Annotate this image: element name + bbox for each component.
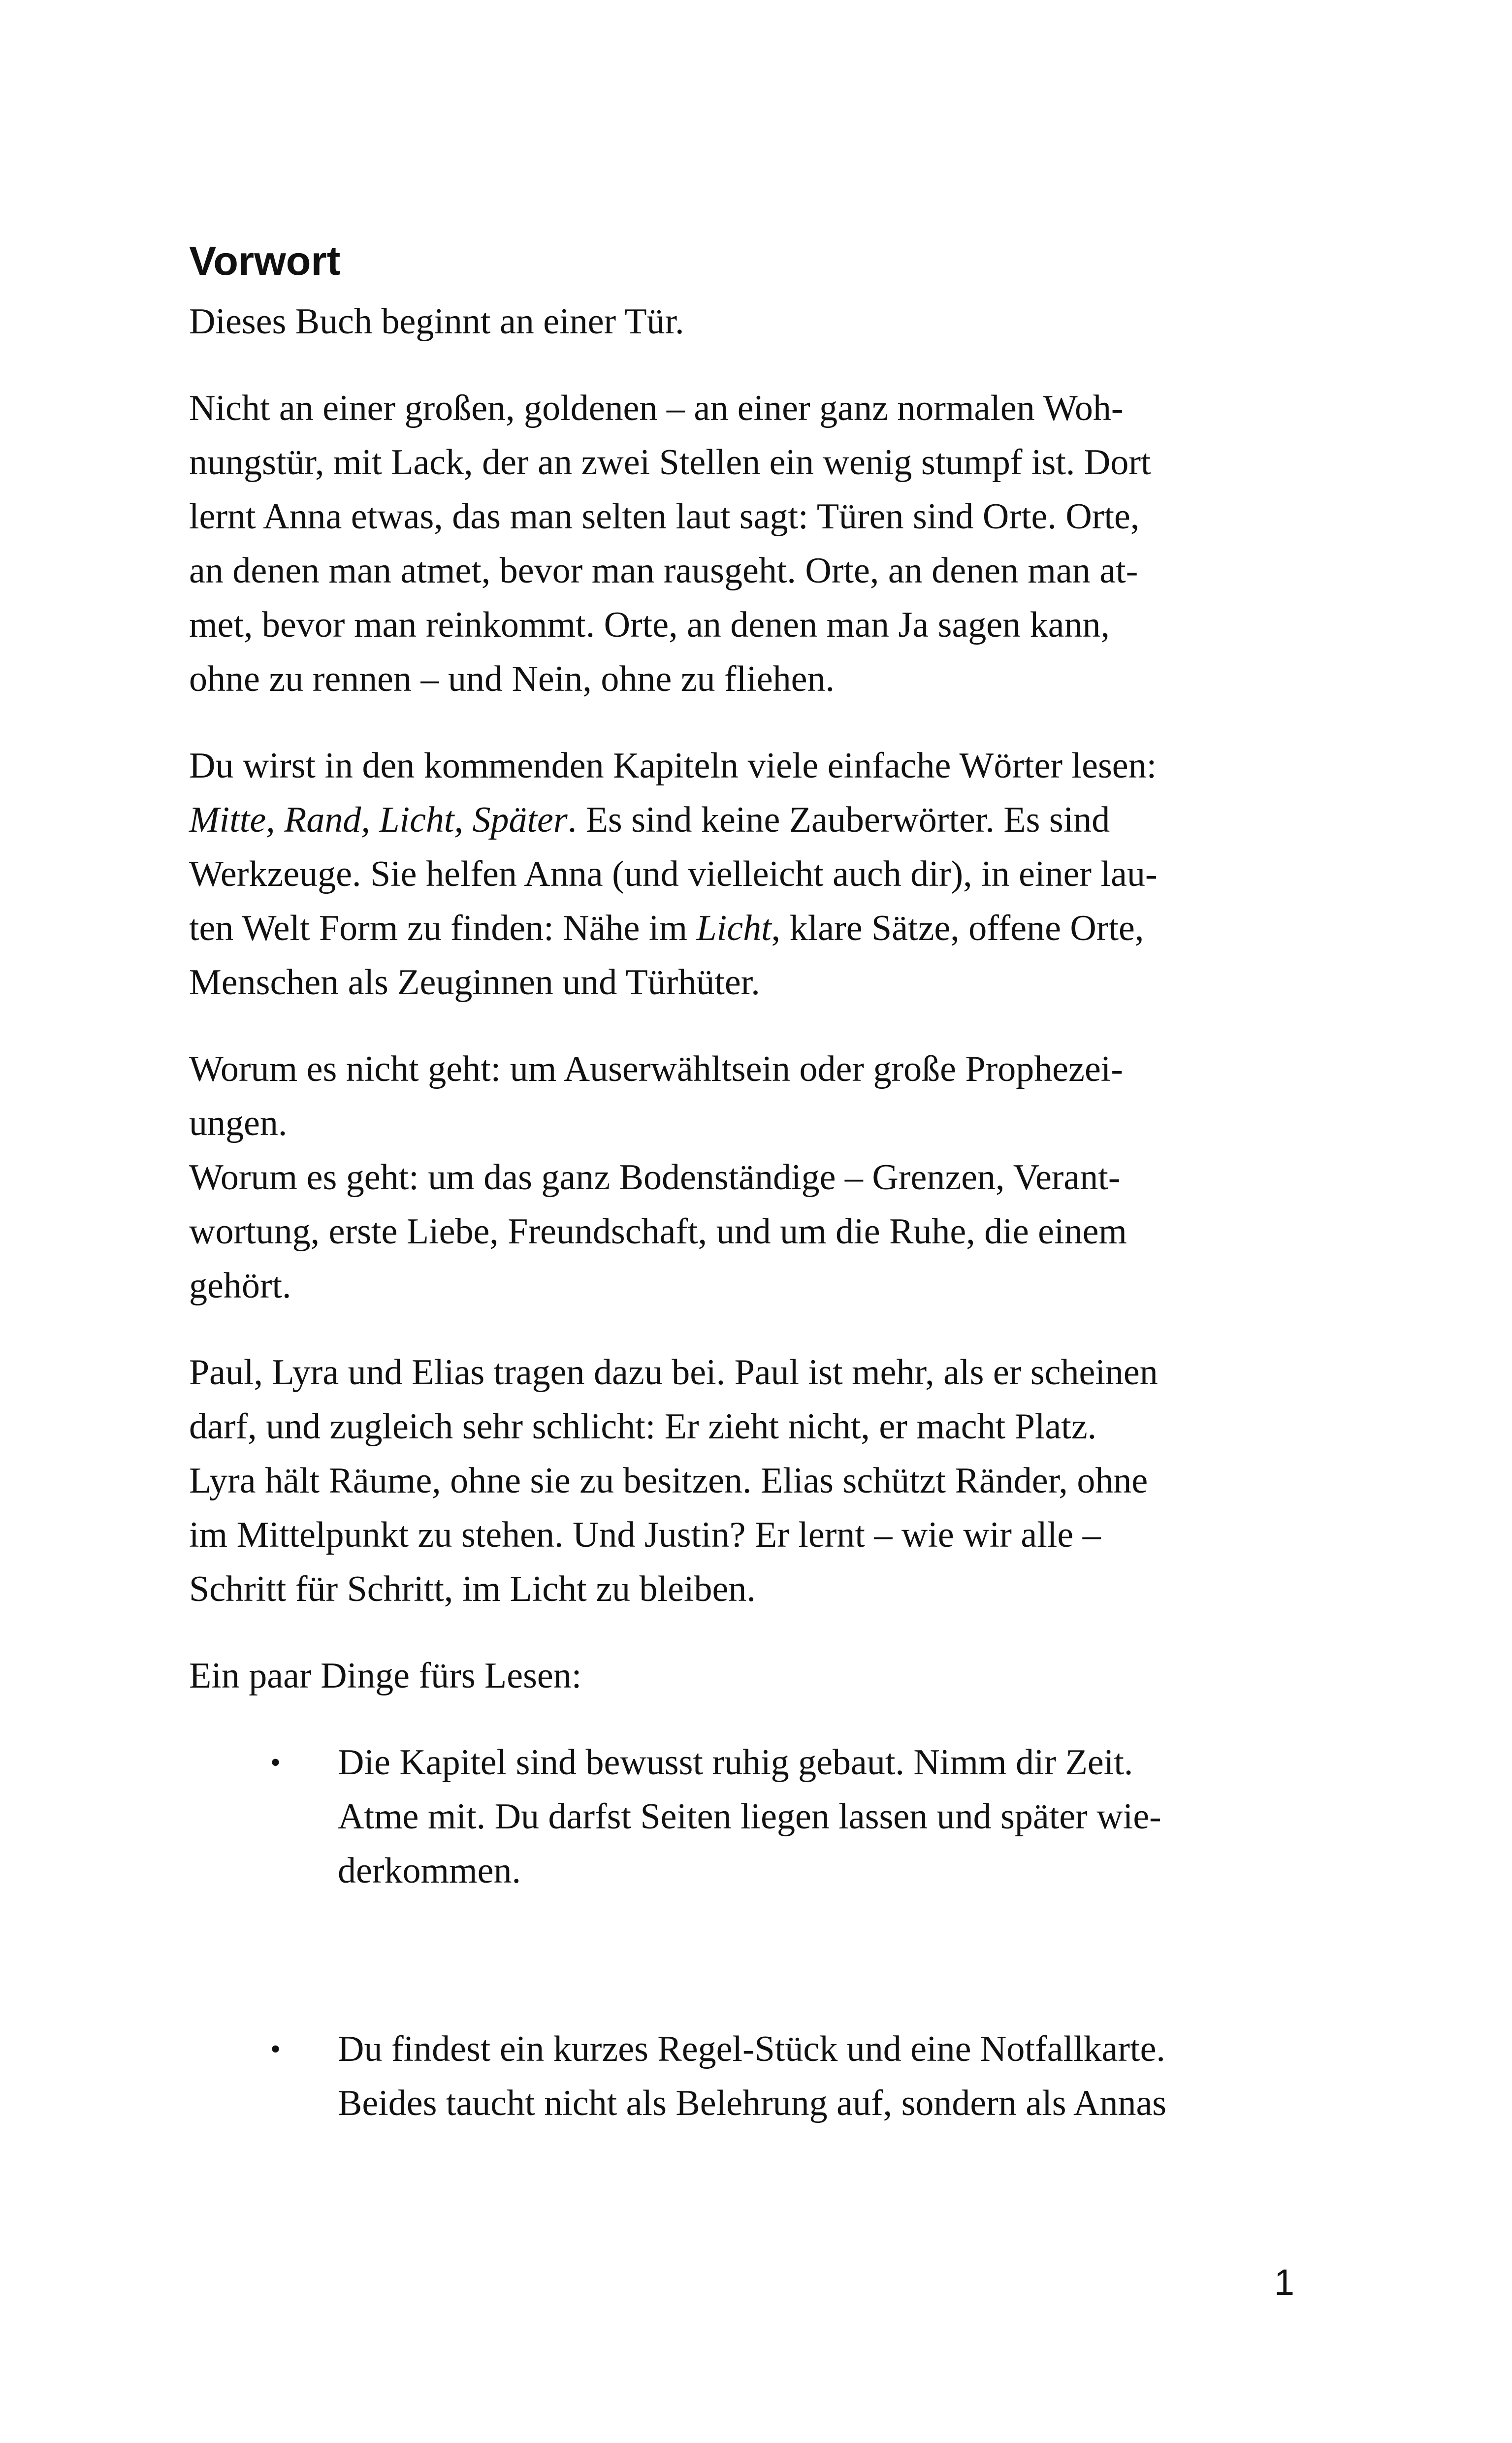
bullet-icon: • xyxy=(270,2033,281,2065)
paragraph-line: Werkzeuge. Sie helfen Anna (und vielleicht auch dir), in einer lau- xyxy=(189,854,1158,894)
italic-term: Licht xyxy=(696,908,772,948)
bullet-list xyxy=(189,1735,1292,2130)
paragraph-3 xyxy=(189,739,1292,1010)
paragraph-line: wortung, erste Liebe, Freundschaft, und um die Ruhe, die einem xyxy=(189,1211,1127,1252)
paragraph-line: Du wirst in den kommenden Kapiteln viele einfache Wörter lesen: xyxy=(189,746,1157,786)
list-item xyxy=(189,2022,1292,2130)
paragraph-line: Worum es geht: um das ganz Bodenständige – Grenzen, Verant- xyxy=(189,1157,1121,1198)
paragraph-line: met, bevor man reinkommt. Orte, an denen man Ja sagen kann, xyxy=(189,605,1110,645)
paragraph-line xyxy=(189,793,1292,847)
paragraph-line xyxy=(189,901,1292,955)
bullet-icon: • xyxy=(270,1746,281,1779)
paragraph-line: Ein paar Dinge fürs Lesen: xyxy=(189,1656,582,1696)
page-number: 1 xyxy=(1274,2262,1294,2303)
paragraph-line: Worum es nicht geht: um Auserwähltsein oder große Prophezei- xyxy=(189,1049,1124,1089)
paragraph-line: Schritt für Schritt, im Licht zu bleiben. xyxy=(189,1569,756,1609)
list-item xyxy=(189,1735,1292,1898)
italic-terms: Mitte, Rand, Licht, Später xyxy=(189,800,568,840)
list-line: Atme mit. Du darfst Seiten liegen lassen und später wie- xyxy=(338,1796,1161,1837)
paragraph-line: Dieses Buch beginnt an einer Tür. xyxy=(189,301,684,342)
paragraph-line: Lyra hält Räume, ohne sie zu besitzen. Elias schützt Ränder, ohne xyxy=(189,1461,1148,1501)
paragraph-line: gehört. xyxy=(189,1266,291,1306)
paragraph-5 xyxy=(189,1345,1292,1616)
paragraph-2 xyxy=(189,381,1292,706)
paragraph-line: ungen. xyxy=(189,1103,288,1143)
paragraph-line: Nicht an einer großen, goldenen – an einer ganz normalen Woh- xyxy=(189,388,1124,428)
paragraph-4 xyxy=(189,1042,1292,1313)
paragraph-line: im Mittelpunkt zu stehen. Und Justin? Er lernt – wie wir alle – xyxy=(189,1515,1101,1555)
paragraph-line: ohne zu rennen – und Nein, ohne zu fliehen. xyxy=(189,659,835,699)
list-line: Du findest ein kurzes Regel-Stück und eine Notfallkarte. xyxy=(338,2029,1165,2069)
line-text: ten Welt Form zu finden: Nähe im xyxy=(189,908,697,948)
paragraph-line: darf, und zugleich sehr schlicht: Er zieht nicht, er macht Platz. xyxy=(189,1406,1097,1447)
paragraph-line: Menschen als Zeuginnen und Türhüter. xyxy=(189,962,760,1003)
list-line: Die Kapitel sind bewusst ruhig gebaut. Nimm dir Zeit. xyxy=(338,1742,1133,1783)
paragraph-line: an denen man atmet, bevor man rausgeht. Orte, an denen man at- xyxy=(189,551,1138,591)
paragraph-line: nungstür, mit Lack, der an zwei Stellen ein wenig stumpf ist. Dort xyxy=(189,442,1151,483)
paragraph-1 xyxy=(189,294,1292,349)
list-line: Beides taucht nicht als Belehrung auf, sondern als Annas xyxy=(338,2083,1167,2123)
paragraph-line: lernt Anna etwas, das man selten laut sagt: Türen sind Orte. Orte, xyxy=(189,496,1140,537)
page-content xyxy=(189,236,1292,2130)
chapter-heading: Vorwort xyxy=(189,238,341,284)
line-text: . Es sind keine Zauberwörter. Es sind xyxy=(567,800,1110,840)
list-line: derkommen. xyxy=(338,1851,521,1891)
paragraph-6 xyxy=(189,1649,1292,1703)
paragraph-line: Paul, Lyra und Elias tragen dazu bei. Paul ist mehr, als er scheinen xyxy=(189,1352,1158,1393)
line-text: , klare Sätze, offene Orte, xyxy=(771,908,1144,948)
